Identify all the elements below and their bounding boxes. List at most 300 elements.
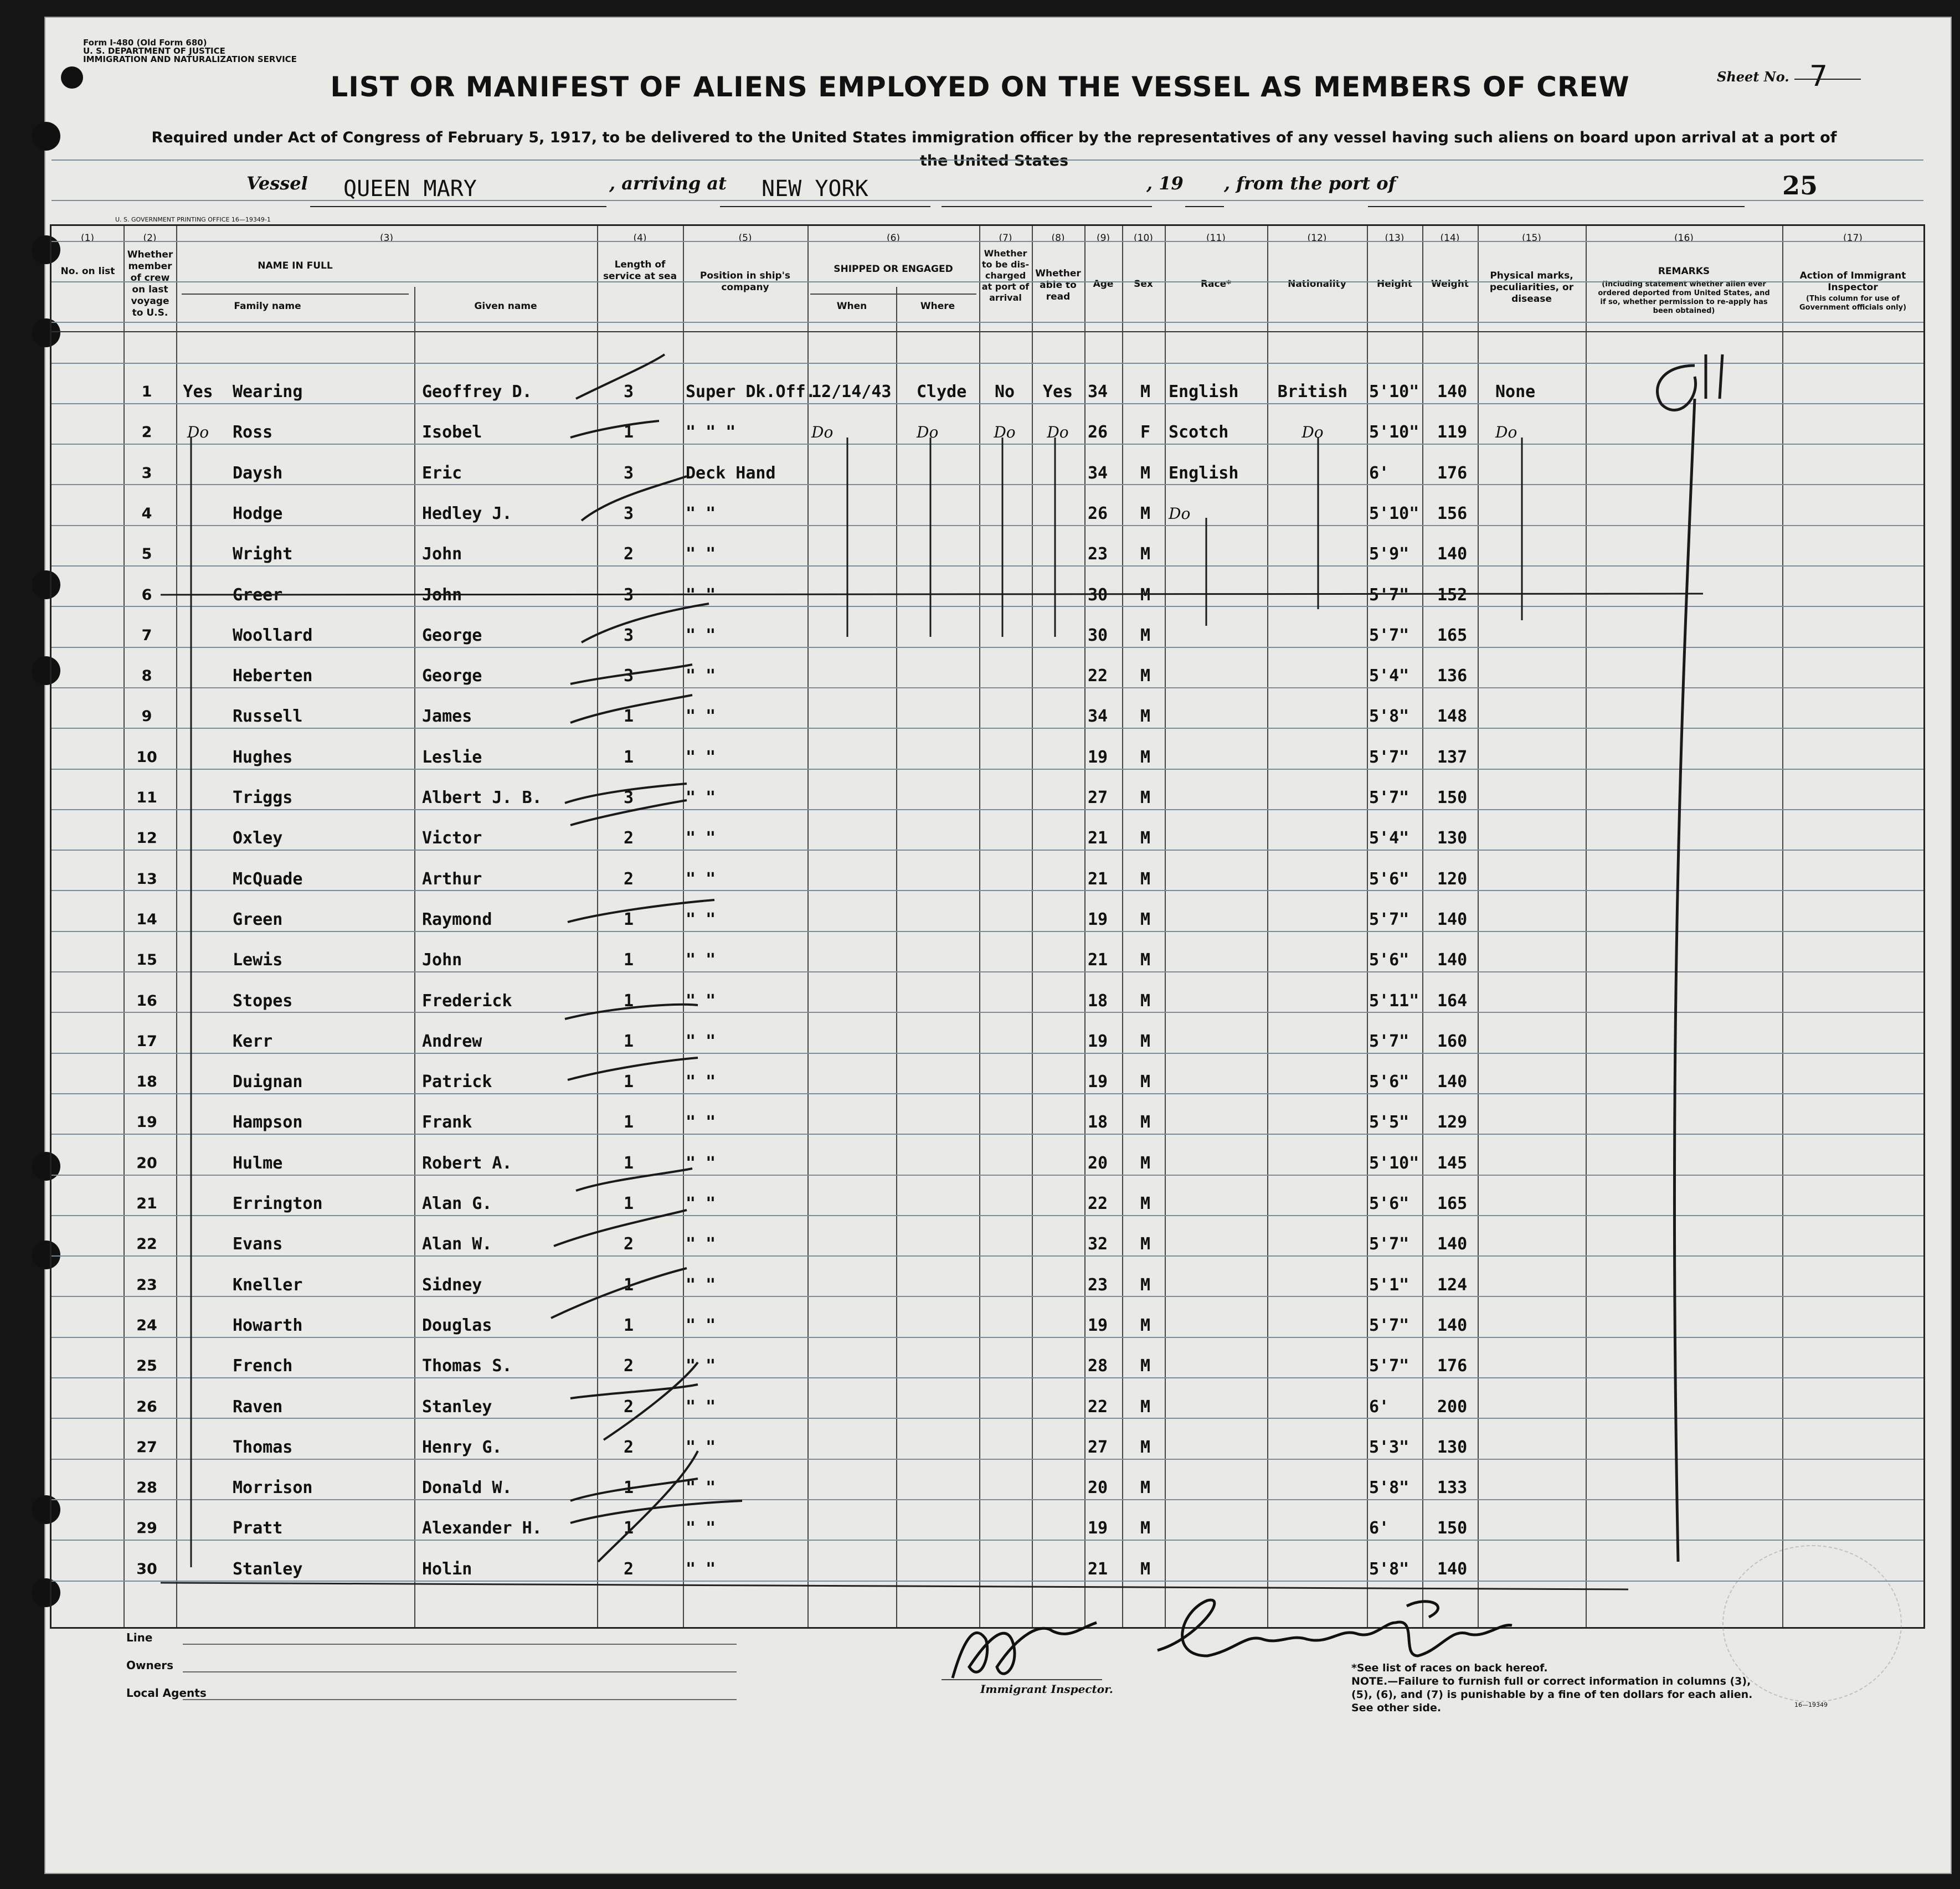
cell-no: 29 xyxy=(136,1520,157,1537)
col-divider xyxy=(1422,226,1423,1627)
cell-sex: M xyxy=(1140,747,1151,767)
cell-no: 8 xyxy=(141,667,152,685)
cell-weight: 124 xyxy=(1437,1275,1468,1295)
cell-family: French xyxy=(233,1356,293,1376)
cell-service: 1 xyxy=(623,1113,634,1133)
row-rule xyxy=(52,1255,1923,1257)
cell-sex: M xyxy=(1140,1437,1151,1457)
cell-family: Raven xyxy=(233,1397,283,1417)
col-shipped-engaged: SHIPPED OR ENGAGED xyxy=(834,264,953,275)
arriving-underline xyxy=(720,206,930,207)
row-rule xyxy=(52,1215,1923,1216)
row-rule xyxy=(52,159,1923,161)
cell-age: 26 xyxy=(1088,503,1108,523)
cell-service: 2 xyxy=(623,869,634,889)
header-divider xyxy=(52,331,1923,332)
row-rule xyxy=(52,1459,1923,1460)
from-port-label: , from the port of xyxy=(1224,173,1396,194)
cell-age: 23 xyxy=(1088,1275,1108,1295)
cell-given: Donald W. xyxy=(422,1478,512,1498)
row-rule xyxy=(52,1134,1923,1135)
cell-discharged: No xyxy=(994,382,1015,402)
cell-marks: None xyxy=(1495,382,1536,402)
cell-weight: 140 xyxy=(1437,1072,1468,1092)
row-rule xyxy=(52,1337,1923,1338)
cell-weight: 140 xyxy=(1437,950,1468,970)
cell-family: Evans xyxy=(233,1234,283,1254)
form-header xyxy=(83,39,297,64)
cell-position: " " xyxy=(686,747,716,767)
cell-age: 19 xyxy=(1088,1031,1108,1051)
col-family-name: Family name xyxy=(234,301,301,312)
cell-weight: 120 xyxy=(1437,869,1468,889)
row-rule xyxy=(52,728,1923,729)
row-rule xyxy=(52,200,1923,201)
col-divider xyxy=(896,287,897,1627)
col-race: Race* xyxy=(1200,279,1232,290)
cell-position: " " xyxy=(686,1519,716,1538)
row-rule xyxy=(52,241,1923,242)
cell-sex: M xyxy=(1140,1519,1151,1538)
cell-age: 20 xyxy=(1088,1478,1108,1498)
row-rule xyxy=(52,809,1923,810)
department: U. S. DEPARTMENT OF JUSTICE xyxy=(83,46,225,56)
cell-age: 34 xyxy=(1088,707,1108,727)
service: IMMIGRATION AND NATURALIZATION SERVICE xyxy=(83,54,297,64)
cell-height: 5'7" xyxy=(1369,1234,1409,1254)
col-remarks-note: (Including statement whether alien ever ordered deported from United States, and if so, whether permission to re-apply has been obtained) xyxy=(1598,280,1770,315)
cell-family: Lewis xyxy=(233,950,283,970)
cell-given: George xyxy=(422,666,482,686)
cell-weight: 140 xyxy=(1437,544,1468,564)
cell-given: Raymond xyxy=(422,909,492,929)
cell-position: " " xyxy=(686,869,716,889)
cell-service: 1 xyxy=(623,1275,634,1295)
col-able-to-read: Whether able to read xyxy=(1035,268,1081,302)
row-rule xyxy=(52,1053,1923,1054)
cell-family: Greer xyxy=(233,585,283,605)
inspector-label: Immigrant Inspector. xyxy=(980,1682,1113,1696)
cell-sex: M xyxy=(1140,707,1151,727)
cell-nationality: Do xyxy=(1301,423,1324,442)
cell-age: 34 xyxy=(1088,463,1108,483)
cell-sex: M xyxy=(1140,1315,1151,1335)
row-rule xyxy=(52,363,1923,364)
cell-family: Hulme xyxy=(233,1153,283,1173)
cell-weight: 164 xyxy=(1437,991,1468,1011)
cell-service: 2 xyxy=(623,1397,634,1417)
col-num: (6) xyxy=(886,233,901,244)
cell-sex: M xyxy=(1140,503,1151,523)
cell-marks: Do xyxy=(1495,423,1517,442)
cell-age: 19 xyxy=(1088,909,1108,929)
cell-age: 21 xyxy=(1088,1559,1108,1579)
cell-family: Ross xyxy=(233,423,273,442)
cell-height: 6' xyxy=(1369,1397,1390,1417)
col-num: (13) xyxy=(1385,233,1405,244)
cell-no: 26 xyxy=(136,1398,157,1416)
footer-owners-label: Owners xyxy=(126,1659,174,1672)
year-label: , 19 xyxy=(1146,173,1184,194)
col-sex: Sex xyxy=(1134,279,1153,290)
cell-given: Stanley xyxy=(422,1397,492,1417)
cell-height: 5'6" xyxy=(1369,1072,1409,1092)
cell-nationality: British xyxy=(1277,382,1348,402)
cell-no: 6 xyxy=(141,586,152,604)
cell-position: " " xyxy=(686,1234,716,1254)
page-subtitle: Required under Act of Congress of February 5, 1917, to be delivered to the United States immigration officer by the representatives of any vessel having such aliens on board upon arrival at a port of the United States xyxy=(151,129,1837,169)
cell-family: Duignan xyxy=(233,1072,303,1092)
cell-no: 5 xyxy=(141,545,152,563)
cell-family: Daysh xyxy=(233,463,283,483)
cell-service: 3 xyxy=(623,503,634,523)
cell-service: 1 xyxy=(623,707,634,727)
cell-position: " " xyxy=(686,1397,716,1417)
cell-service: 3 xyxy=(623,666,634,686)
cell-weight: 129 xyxy=(1437,1113,1468,1133)
cell-service: 1 xyxy=(623,991,634,1011)
cell-family: Pratt xyxy=(233,1519,283,1538)
cell-weight: 140 xyxy=(1437,382,1468,402)
cell-sex: M xyxy=(1140,585,1151,605)
cell-sex: M xyxy=(1140,463,1151,483)
cell-weight: 152 xyxy=(1437,585,1468,605)
cell-position: " " xyxy=(686,666,716,686)
cell-service: 1 xyxy=(623,1519,634,1538)
cell-discharged: Do xyxy=(994,423,1016,442)
cell-age: 22 xyxy=(1088,666,1108,686)
cell-weight: 140 xyxy=(1437,1315,1468,1335)
col-divider xyxy=(683,226,684,1627)
row-rule xyxy=(52,444,1923,445)
cell-when: 12/14/43 xyxy=(811,382,892,402)
cell-service: 1 xyxy=(623,747,634,767)
footnote-penalty: NOTE.—Failure to furnish full or correct information in columns (3), (5), (6), and (7) is punishable by a fine of ten dollars for each alien. See other side. xyxy=(1351,1675,1753,1714)
col-divider xyxy=(1165,226,1166,1627)
cell-position: " " xyxy=(686,1275,716,1295)
cell-age: 20 xyxy=(1088,1153,1108,1173)
col-name-in-full: NAME IN FULL xyxy=(258,260,333,271)
row-rule xyxy=(52,687,1923,688)
row-rule xyxy=(52,403,1923,404)
cell-service: 2 xyxy=(623,544,634,564)
cell-family: Stanley xyxy=(233,1559,303,1579)
cell-sex: M xyxy=(1140,1153,1151,1173)
cell-position: " " xyxy=(686,1559,716,1579)
cell-age: 19 xyxy=(1088,1315,1108,1335)
col-discharged: Whether to be dis-charged at port of arrival xyxy=(981,248,1030,303)
cell-no: 1 xyxy=(141,383,152,400)
cell-weight: 165 xyxy=(1437,625,1468,645)
col-num: (2) xyxy=(143,233,157,244)
cell-read: Do xyxy=(1047,423,1069,442)
cell-given: Frederick xyxy=(422,991,512,1011)
cell-age: 19 xyxy=(1088,1519,1108,1538)
col-given-name: Given name xyxy=(474,301,537,312)
col-height: Height xyxy=(1377,279,1412,290)
cell-height: 5'7" xyxy=(1369,747,1409,767)
cell-sex: M xyxy=(1140,909,1151,929)
cell-weight: 140 xyxy=(1437,909,1468,929)
cell-age: 18 xyxy=(1088,1113,1108,1133)
cell-where: Do xyxy=(917,423,939,442)
cell-family: Green xyxy=(233,909,283,929)
from-port-underline xyxy=(1368,206,1745,207)
cell-sex: M xyxy=(1140,828,1151,848)
cell-weight: 176 xyxy=(1437,463,1468,483)
cell-no: 22 xyxy=(136,1236,157,1253)
cell-position: " " xyxy=(686,1031,716,1051)
cell-position: " " xyxy=(686,1315,716,1335)
col-position: Position in ship's company xyxy=(699,270,791,293)
cell-family: Errington xyxy=(233,1194,323,1213)
col-num: (16) xyxy=(1674,233,1694,244)
cell-age: 30 xyxy=(1088,585,1108,605)
name-subdivider xyxy=(182,294,409,295)
cell-family: Oxley xyxy=(233,828,283,848)
cell-crew: Yes xyxy=(183,382,213,402)
cell-position: " " xyxy=(686,1153,716,1173)
col-action-note: (This column for use of Government officials only) xyxy=(1799,295,1907,312)
cell-given: Holin xyxy=(422,1559,472,1579)
cell-service: 2 xyxy=(623,1356,634,1376)
cell-age: 28 xyxy=(1088,1356,1108,1376)
cell-service: 2 xyxy=(623,828,634,848)
cell-sex: M xyxy=(1140,1397,1151,1417)
cell-weight: 130 xyxy=(1437,1437,1468,1457)
cell-service: 1 xyxy=(623,1315,634,1335)
cell-age: 22 xyxy=(1088,1397,1108,1417)
col-crew-last-voyage: Whether member of crew on last voyage to U.S. xyxy=(127,249,173,318)
cell-height: 5'7" xyxy=(1369,625,1409,645)
cell-family: Hodge xyxy=(233,503,283,523)
col-divider xyxy=(1478,226,1479,1627)
cell-weight: 165 xyxy=(1437,1194,1468,1213)
row-rule xyxy=(52,1418,1923,1419)
cell-age: 19 xyxy=(1088,1072,1108,1092)
cell-no: 27 xyxy=(136,1438,157,1456)
row-rule xyxy=(52,890,1923,891)
cell-no: 2 xyxy=(141,424,152,441)
printer-mark: U. S. GOVERNMENT PRINTING OFFICE 16—19349-1 xyxy=(115,216,271,223)
cell-weight: 140 xyxy=(1437,1234,1468,1254)
cell-given: John xyxy=(422,950,462,970)
cell-given: Isobel xyxy=(422,423,482,442)
cell-given: Hedley J. xyxy=(422,503,512,523)
cell-height: 5'10" xyxy=(1369,423,1419,442)
cell-given: Patrick xyxy=(422,1072,492,1092)
row-rule xyxy=(52,1377,1923,1378)
cell-age: 27 xyxy=(1088,1437,1108,1457)
vessel-label: Vessel xyxy=(246,173,308,194)
col-num: (12) xyxy=(1307,233,1327,244)
cell-position: Super Dk.Off. xyxy=(686,382,816,402)
cell-weight: 140 xyxy=(1437,1559,1468,1579)
cell-sex: M xyxy=(1140,1234,1151,1254)
cell-position: " " xyxy=(686,909,716,929)
col-length-of-service: Length of service at sea xyxy=(603,259,677,282)
row-rule xyxy=(52,484,1923,485)
vessel-name: QUEEN MARY xyxy=(343,176,477,202)
cell-no: 12 xyxy=(136,830,157,847)
cell-race: Do xyxy=(1169,504,1191,523)
cell-sex: F xyxy=(1140,423,1151,442)
cell-age: 21 xyxy=(1088,950,1108,970)
cell-height: 5'3" xyxy=(1369,1437,1409,1457)
inspector-underline xyxy=(942,1679,1102,1680)
cell-age: 32 xyxy=(1088,1234,1108,1254)
cell-height: 5'10" xyxy=(1369,1153,1419,1173)
cell-height: 6' xyxy=(1369,463,1390,483)
cell-sex: M xyxy=(1140,666,1151,686)
cell-sex: M xyxy=(1140,382,1151,402)
cell-age: 26 xyxy=(1088,423,1108,442)
cell-sex: M xyxy=(1140,869,1151,889)
crew-table xyxy=(50,224,1925,1629)
cell-sex: M xyxy=(1140,950,1151,970)
cell-position: " " xyxy=(686,1437,716,1457)
row-rule xyxy=(52,1012,1923,1013)
cell-age: 30 xyxy=(1088,625,1108,645)
cell-service: 2 xyxy=(623,1437,634,1457)
cell-height: 5'4" xyxy=(1369,666,1409,686)
cell-height: 5'5" xyxy=(1369,1113,1409,1133)
cell-sex: M xyxy=(1140,1559,1151,1579)
cell-given: Douglas xyxy=(422,1315,492,1335)
cell-no: 10 xyxy=(136,748,157,766)
col-num: (17) xyxy=(1843,233,1863,244)
cell-given: Sidney xyxy=(422,1275,482,1295)
cell-service: 2 xyxy=(623,1234,634,1254)
cell-given: Frank xyxy=(422,1113,472,1133)
cell-service: 3 xyxy=(623,382,634,402)
cell-sex: M xyxy=(1140,1072,1151,1092)
cell-family: Wearing xyxy=(233,382,303,402)
arriving-label: , arriving at xyxy=(609,173,727,194)
cell-no: 18 xyxy=(136,1073,157,1091)
form-number: Form I-480 (Old Form 680) xyxy=(83,38,207,48)
cell-given: Alexander H. xyxy=(422,1519,542,1538)
cell-sex: M xyxy=(1140,1113,1151,1133)
cell-height: 5'6" xyxy=(1369,950,1409,970)
cell-height: 5'8" xyxy=(1369,1559,1409,1579)
footer-owners-underline xyxy=(183,1671,737,1672)
col-divider xyxy=(1586,226,1587,1627)
cell-position: " " " xyxy=(686,423,736,442)
cell-no: 14 xyxy=(136,910,157,928)
cell-height: 5'10" xyxy=(1369,382,1419,402)
cell-age: 23 xyxy=(1088,544,1108,564)
col-divider xyxy=(597,226,598,1627)
col-num: (5) xyxy=(738,233,752,244)
cell-height: 5'7" xyxy=(1369,1315,1409,1335)
cell-weight: 200 xyxy=(1437,1397,1468,1417)
cell-height: 5'7" xyxy=(1369,788,1409,807)
col-divider xyxy=(1084,226,1086,1627)
cell-service: 1 xyxy=(623,950,634,970)
cell-position: " " xyxy=(686,1356,716,1376)
row-rule xyxy=(52,1499,1923,1500)
cell-weight: 148 xyxy=(1437,707,1468,727)
year-underline xyxy=(1185,206,1224,207)
cell-height: 5'7" xyxy=(1369,1356,1409,1376)
binder-hole xyxy=(32,122,60,151)
row-rule xyxy=(52,1540,1923,1541)
cell-position: " " xyxy=(686,544,716,564)
cell-sex: M xyxy=(1140,1194,1151,1213)
cell-position: " " xyxy=(686,1113,716,1133)
cell-height: 5'1" xyxy=(1369,1275,1409,1295)
page-title: LIST OR MANIFEST OF ALIENS EMPLOYED ON THE VESSEL AS MEMBERS OF CREW xyxy=(330,71,1630,103)
cell-height: 5'7" xyxy=(1369,1031,1409,1051)
footer-line-underline xyxy=(183,1644,737,1645)
cell-sex: M xyxy=(1140,788,1151,807)
cell-no: 3 xyxy=(141,464,152,482)
cell-sex: M xyxy=(1140,544,1151,564)
cell-sex: M xyxy=(1140,1478,1151,1498)
cell-crew: Do xyxy=(187,423,209,442)
cell-no: 17 xyxy=(136,1032,157,1050)
col-num: (4) xyxy=(633,233,647,244)
col-remarks: REMARKS xyxy=(1658,266,1710,277)
cell-sex: M xyxy=(1140,1356,1151,1376)
cell-given: Henry G. xyxy=(422,1437,502,1457)
row-rule xyxy=(52,606,1923,607)
cell-no: 20 xyxy=(136,1154,157,1172)
col-no-on-list: No. on list xyxy=(60,266,115,277)
cell-service: 3 xyxy=(623,585,634,605)
footer-agents-underline xyxy=(183,1699,737,1700)
footnote xyxy=(1351,1661,1772,1715)
cell-age: 34 xyxy=(1088,382,1108,402)
row-rule xyxy=(52,971,1923,972)
cell-service: 1 xyxy=(623,423,634,442)
col-when: When xyxy=(836,301,867,312)
cell-no: 7 xyxy=(141,626,152,644)
cell-weight: 136 xyxy=(1437,666,1468,686)
cell-family: Wright xyxy=(233,544,293,564)
cell-given: Thomas S. xyxy=(422,1356,512,1376)
col-num: (11) xyxy=(1206,233,1226,244)
cell-age: 21 xyxy=(1088,828,1108,848)
cell-service: 3 xyxy=(623,625,634,645)
cell-weight: 160 xyxy=(1437,1031,1468,1051)
row-rule xyxy=(52,322,1923,323)
cell-weight: 176 xyxy=(1437,1356,1468,1376)
cell-given: Geoffrey D. xyxy=(422,382,532,402)
cell-family: Kneller xyxy=(233,1275,303,1295)
cell-no: 16 xyxy=(136,992,157,1010)
cell-no: 9 xyxy=(141,708,152,725)
cell-weight: 150 xyxy=(1437,788,1468,807)
col-divider xyxy=(1782,226,1783,1627)
cell-family: Kerr xyxy=(233,1031,273,1051)
cell-read: Yes xyxy=(1042,382,1073,402)
cell-where: Clyde xyxy=(917,382,967,402)
cell-service: 1 xyxy=(623,909,634,929)
cell-position: " " xyxy=(686,788,716,807)
cell-given: Arthur xyxy=(422,869,482,889)
row-rule xyxy=(52,565,1923,567)
cell-position: " " xyxy=(686,707,716,727)
cell-weight: 150 xyxy=(1437,1519,1468,1538)
cell-age: 18 xyxy=(1088,991,1108,1011)
col-divider xyxy=(807,226,809,1627)
col-nationality: Nationality xyxy=(1288,279,1346,290)
cell-family: Russell xyxy=(233,707,303,727)
cell-family: Heberten xyxy=(233,666,313,686)
cell-weight: 156 xyxy=(1437,503,1468,523)
